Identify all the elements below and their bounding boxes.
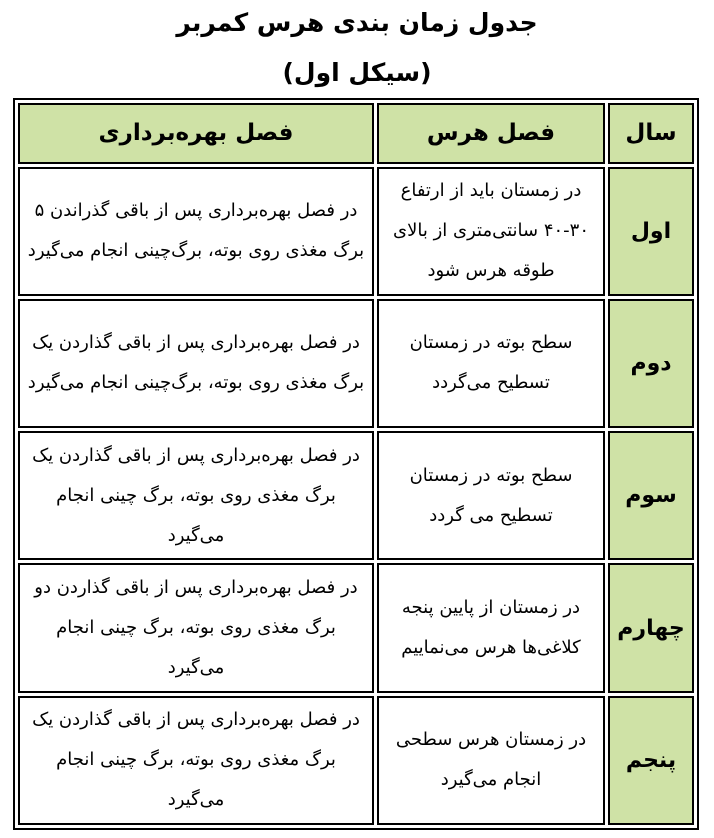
pruning-cell: در زمستان باید از ارتفاع ۳۰-۴۰ سانتی‌متری از بالای طوقه هرس شود [377, 167, 605, 296]
year-cell: چهارم [608, 563, 694, 692]
page-title: جدول زمان بندی هرس کمربر [176, 8, 538, 37]
year-cell: اول [608, 167, 694, 296]
pruning-cell: در زمستان از پایین پنجه کلاغی‌ها هرس می‌نماییم [377, 563, 605, 692]
harvest-cell: در فصل بهره‌برداری پس از باقی گذراندن ۵ برگ مغذی روی بوته، برگ‌چینی انجام می‌گیرد [18, 167, 374, 296]
header-pruning-season: فصل هرس [377, 103, 605, 164]
pruning-cell: در زمستان هرس سطحی انجام می‌گیرد [377, 696, 605, 825]
header-harvest-season: فصل بهره‌برداری [18, 103, 374, 164]
harvest-cell: در فصل بهره‌برداری پس از باقی گذاردن یک برگ مغذی روی بوته، برگ چینی انجام می‌گیرد [18, 431, 374, 560]
harvest-cell: در فصل بهره‌برداری پس از باقی گذاردن یک برگ مغذی روی بوته، برگ‌چینی انجام می‌گیرد [18, 299, 374, 428]
table-row [18, 563, 694, 692]
year-cell: دوم [608, 299, 694, 428]
table-row [18, 696, 694, 825]
table-row [18, 167, 694, 296]
schedule-table [15, 100, 697, 828]
header-year: سال [608, 103, 694, 164]
year-cell: سوم [608, 431, 694, 560]
pruning-cell: سطح بوته در زمستان تسطیح می گردد [377, 431, 605, 560]
pruning-cell: سطح بوته در زمستان تسطیح می‌گردد [377, 299, 605, 428]
year-cell: پنجم [608, 696, 694, 825]
table-row [18, 299, 694, 428]
harvest-cell: در فصل بهره‌برداری پس از باقی گذاردن دو برگ مغذی روی بوته، برگ چینی انجام می‌گیرد [18, 563, 374, 692]
page-subtitle: (سیکل اول) [282, 58, 432, 87]
pruning-schedule-table [13, 98, 699, 830]
table-row [18, 431, 694, 560]
table-header-row [18, 103, 694, 164]
harvest-cell: در فصل بهره‌برداری پس از باقی گذاردن یک برگ مغذی روی بوته، برگ چینی انجام می‌گیرد [18, 696, 374, 825]
